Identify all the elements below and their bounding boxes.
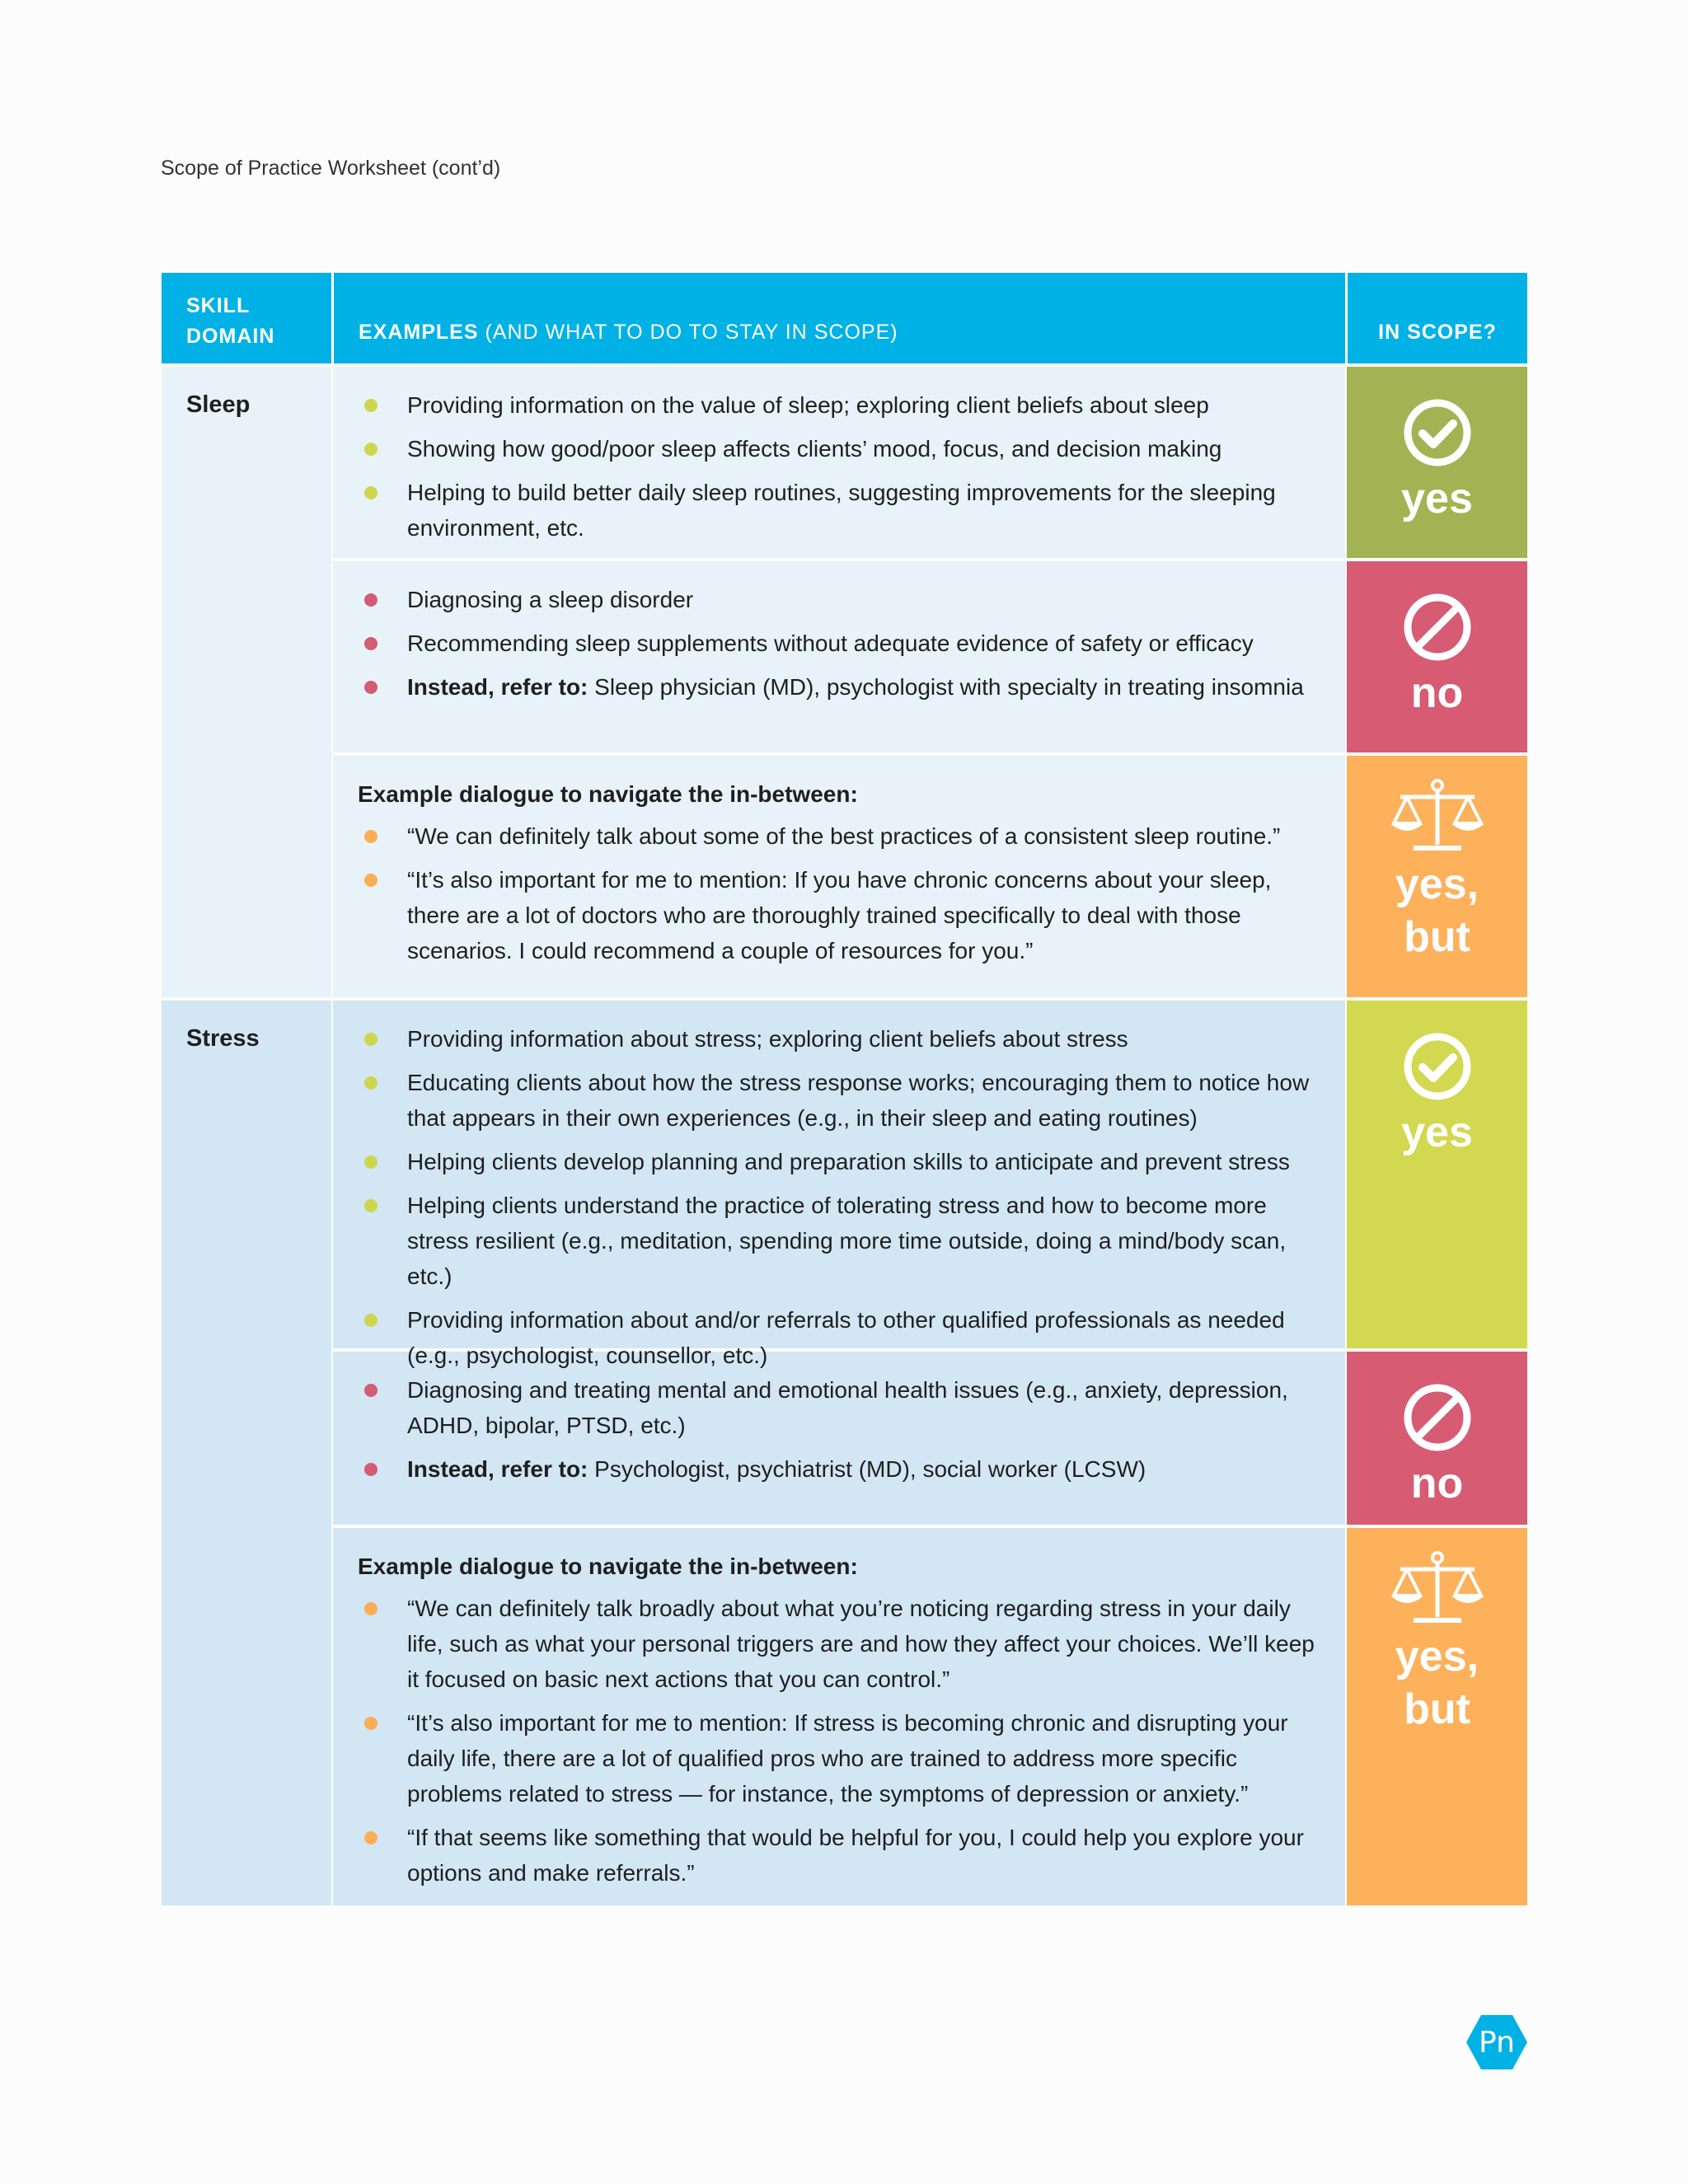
list-item: [358, 1820, 1320, 1891]
item-text: Helping clients understand the practice of tolerating stress and how to become more stress resilient (e.g., meditation, spending more time outside, doing a mind/body scan, etc.): [407, 1193, 1287, 1289]
bullet-icon: [364, 1199, 377, 1212]
column-header-in-scope: IN SCOPE?: [1345, 273, 1527, 363]
sleep-yes-examples: [333, 367, 1345, 558]
list-item: [358, 475, 1320, 546]
refer-label: Instead, refer to:: [407, 674, 588, 700]
list-item: [358, 1372, 1320, 1443]
list-item: [358, 1021, 1320, 1057]
prohibited-icon: [1403, 1383, 1472, 1452]
scope-worksheet-table: [162, 273, 1527, 1905]
item-text: Providing information on the value of sleep; exploring client beliefs about sleep: [407, 392, 1209, 418]
column-header-skill-domain: [162, 273, 331, 363]
scope-label: no: [1410, 1460, 1464, 1507]
check-circle-icon: [1403, 1032, 1472, 1101]
bullet-icon: [364, 874, 377, 887]
balance-scale-icon: [1389, 779, 1486, 853]
bullet-icon: [364, 830, 377, 843]
column-header-examples: [331, 273, 1345, 363]
item-text: “It’s also important for me to mention: If you have chronic concerns about your sleep, there are a lot of doctors who are thoroughly trained specifically to deal with those scenarios. I could recommend a couple of resources for you.”: [407, 867, 1272, 963]
bullet-icon: [364, 399, 377, 412]
refer-text: Psychologist, psychiatrist (MD), social worker (LCSW): [588, 1456, 1146, 1482]
dialogue-heading: Example dialogue to navigate the in-between:: [358, 781, 858, 807]
scope-badge-no: [1347, 1352, 1527, 1525]
scope-badge-no: [1347, 561, 1527, 752]
bullet-icon: [364, 486, 377, 499]
scope-badge-yes-but: [1347, 1528, 1527, 1905]
list-item: [358, 582, 1320, 617]
item-text: “If that seems like something that would be helpful for you, I could help you explore your options and make referrals.”: [407, 1825, 1304, 1886]
sleep-no-examples: [333, 561, 1345, 752]
bullet-icon: [364, 1602, 377, 1615]
skill-domain-line2: DOMAIN: [186, 325, 275, 348]
domain-stress: [162, 1001, 331, 1905]
scope-badge-yes-but: [1347, 756, 1527, 997]
bullet-icon: [364, 1314, 377, 1327]
item-text: “We can definitely talk broadly about what you’re noticing regarding stress in your daily life, such as what your personal triggers are and how they affect your choices. We’ll keep it focused on basic next actions that you can control.”: [407, 1596, 1315, 1692]
skill-domain-line1: SKILL: [186, 294, 251, 317]
stress-no-examples: [333, 1352, 1345, 1525]
scope-label: yes: [1401, 1108, 1473, 1156]
bullet-icon: [364, 1384, 377, 1397]
bullet-icon: [364, 1717, 377, 1730]
item-text: Providing information about stress; exploring client beliefs about stress: [407, 1026, 1128, 1052]
list-item: [358, 431, 1320, 466]
examples-header-light: (AND WHAT TO DO TO STAY IN SCOPE): [478, 321, 898, 344]
scope-label-line2: but: [1404, 1685, 1470, 1733]
list-item: [358, 1188, 1320, 1294]
balance-scale-icon: [1389, 1551, 1486, 1625]
scope-label: yes: [1401, 475, 1473, 523]
dialogue-heading: Example dialogue to navigate the in-between:: [358, 1554, 858, 1579]
list-item: [358, 387, 1320, 423]
domain-label: Stress: [186, 1025, 260, 1052]
refer-label: Instead, refer to:: [407, 1456, 588, 1482]
pn-logo: [1465, 2013, 1528, 2071]
bullet-icon: [364, 1033, 377, 1046]
check-circle-icon: [1403, 398, 1472, 467]
list-item: [358, 1302, 1320, 1373]
list-item: [358, 1451, 1320, 1487]
bullet-icon: [364, 1831, 377, 1844]
item-text: Helping to build better daily sleep routines, suggesting improvements for the sleeping environment, etc.: [407, 480, 1276, 541]
list-item: [358, 669, 1320, 705]
sleep-dialogue-examples: [333, 756, 1345, 997]
bullet-icon: [364, 593, 377, 607]
bullet-icon: [364, 1076, 377, 1090]
scope-badge-yes: [1347, 367, 1527, 558]
scope-label-line2: but: [1404, 913, 1470, 961]
bullet-icon: [364, 1463, 377, 1476]
bullet-icon: [364, 443, 377, 456]
item-text: Showing how good/poor sleep affects clients’ mood, focus, and decision making: [407, 436, 1222, 462]
page-header: Scope of Practice Worksheet (cont’d): [161, 157, 501, 180]
list-item: [358, 1591, 1320, 1697]
list-item: [358, 818, 1320, 854]
stress-yes-examples: [333, 1001, 1345, 1368]
domain-label: Sleep: [186, 391, 251, 418]
domain-sleep: [162, 367, 331, 997]
prohibited-icon: [1403, 593, 1472, 662]
bullet-icon: [364, 1155, 377, 1169]
item-text: Diagnosing and treating mental and emotional health issues (e.g., anxiety, depression, ADHD, bipolar, PTSD, etc.): [407, 1377, 1288, 1438]
bullet-icon: [364, 637, 377, 650]
scope-label-line1: yes,: [1395, 860, 1479, 908]
list-item: [358, 1705, 1320, 1811]
item-text: Helping clients develop planning and preparation skills to anticipate and prevent stress: [407, 1149, 1290, 1174]
logo-text: Pn: [1479, 2025, 1515, 2060]
item-text: “We can definitely talk about some of the best practices of a consistent sleep routine.”: [407, 823, 1281, 849]
bullet-icon: [364, 681, 377, 694]
list-item: [358, 626, 1320, 661]
list-item: [358, 1065, 1320, 1136]
scope-label-line1: yes,: [1395, 1633, 1479, 1680]
refer-text: Sleep physician (MD), psychologist with specialty in treating insomnia: [588, 674, 1304, 700]
item-text: Educating clients about how the stress response works; encouraging them to notice how that appears in their own experiences (e.g., in their sleep and eating routines): [407, 1070, 1310, 1131]
item-text: Providing information about and/or referrals to other qualified professionals as needed (e.g., psychologist, counsellor, etc.): [407, 1307, 1285, 1368]
item-text: Recommending sleep supplements without adequate evidence of safety or efficacy: [407, 630, 1254, 656]
examples-header-bold: EXAMPLES: [359, 321, 479, 344]
list-item: [358, 1144, 1320, 1179]
scope-badge-yes: [1347, 1001, 1527, 1348]
list-item: [358, 862, 1320, 968]
stress-dialogue-examples: [333, 1528, 1345, 1905]
item-text: Diagnosing a sleep disorder: [407, 587, 694, 612]
item-text: “It’s also important for me to mention: If stress is becoming chronic and disrupting your daily life, there are a lot of qualified pros who are trained to address more specific problems related to stress — for instance, the symptoms of depression or anxiety.”: [407, 1710, 1288, 1807]
scope-label: no: [1410, 669, 1464, 717]
